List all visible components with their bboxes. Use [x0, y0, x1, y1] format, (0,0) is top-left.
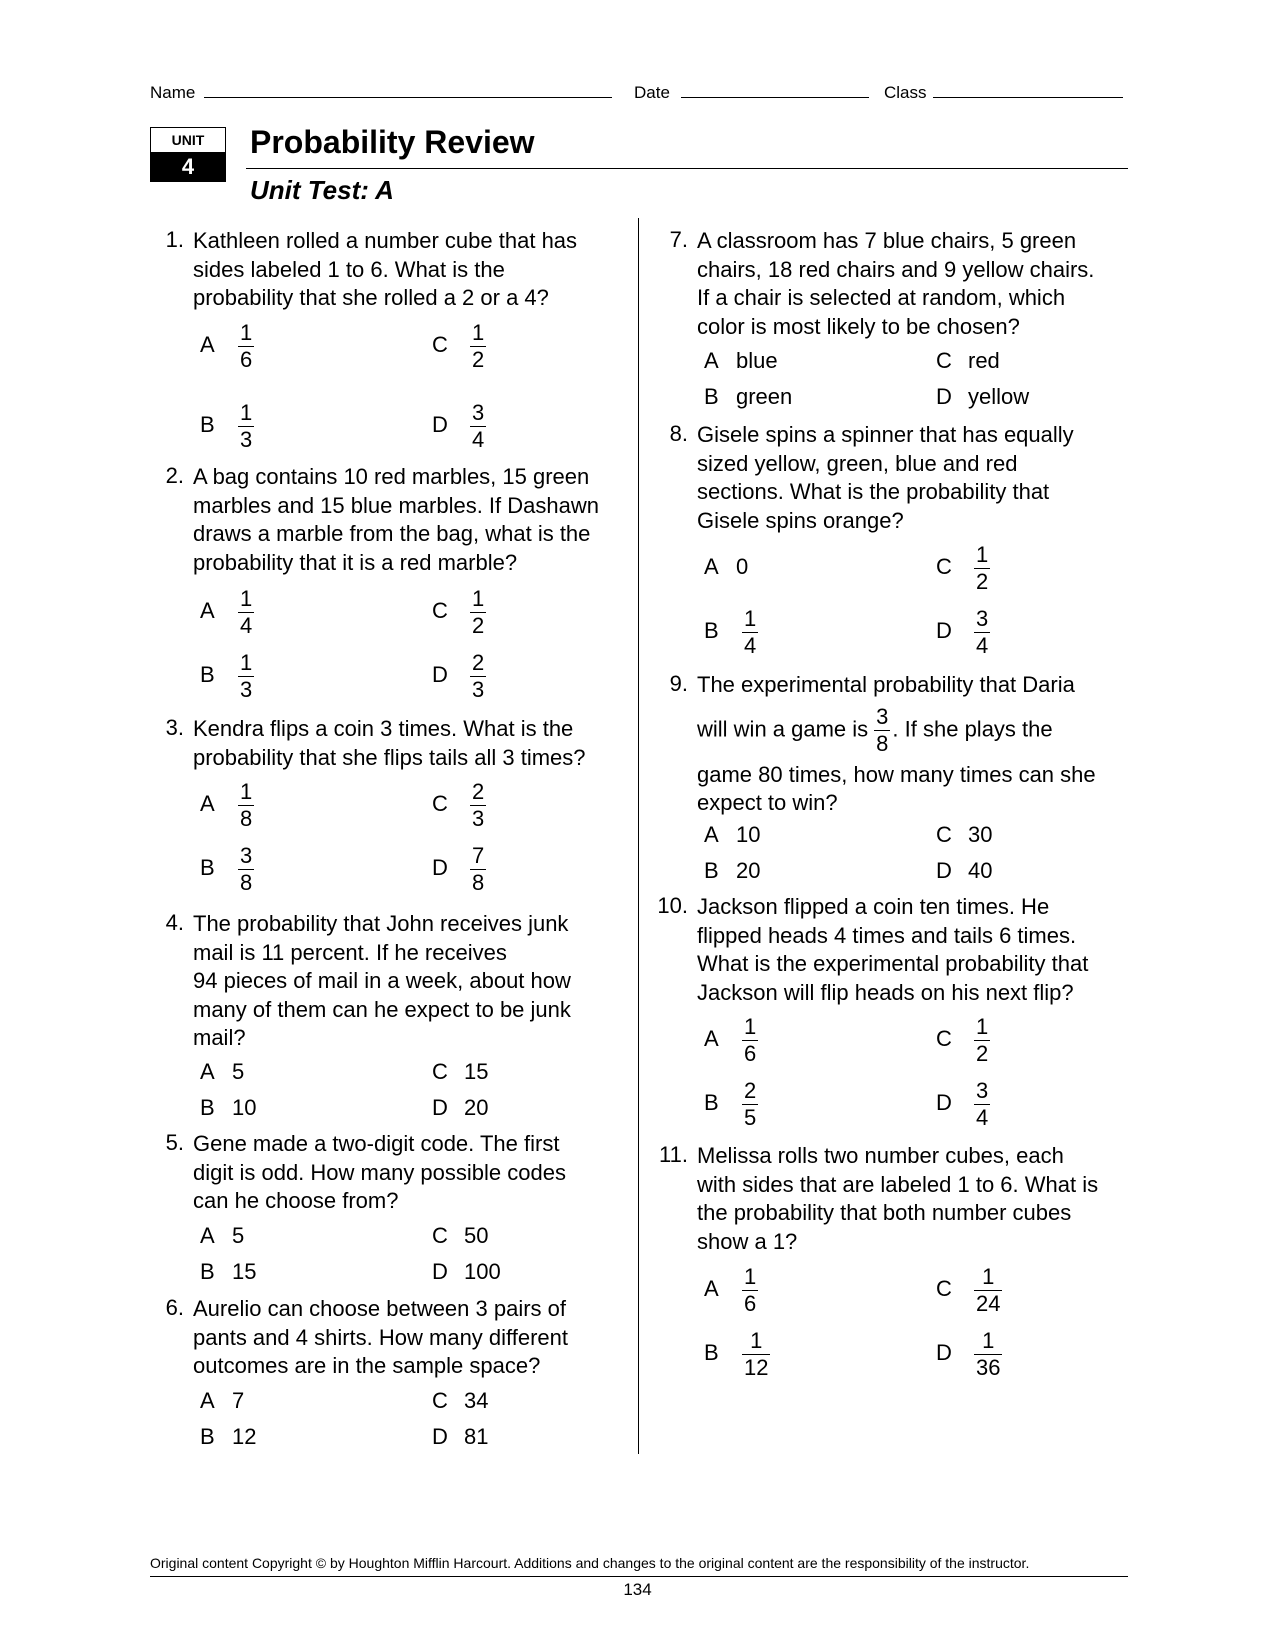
question-line: flipped heads 4 times and tails 6 times.	[697, 922, 1077, 948]
option-letter: B	[200, 1259, 215, 1284]
fraction	[974, 1080, 990, 1129]
denominator: 4	[976, 1105, 989, 1130]
option-c[interactable]	[936, 348, 1000, 374]
option-b[interactable]	[704, 608, 758, 657]
option-value: yellow	[968, 384, 1030, 409]
question-number: 9.	[669, 671, 688, 696]
question-line: mail?	[193, 1025, 246, 1050]
fraction	[742, 1330, 770, 1379]
question-line: Jackson flipped a coin ten times. He	[697, 894, 1050, 919]
option-letter: C	[936, 822, 952, 847]
question-text	[697, 893, 1088, 1007]
option-b[interactable]	[200, 402, 254, 451]
question-line: Jackson will flip heads on his next flip?	[697, 979, 1074, 1005]
option-letter: A	[200, 598, 215, 624]
numerator: 1	[744, 1264, 757, 1289]
option-value: 100	[464, 1259, 501, 1284]
option-letter: C	[432, 1059, 448, 1084]
option-letter: A	[704, 1026, 719, 1052]
fraction	[974, 1330, 1002, 1379]
title-rule	[246, 168, 1128, 169]
option-letter: A	[200, 1059, 215, 1084]
denominator: 8	[240, 870, 253, 895]
option-letter: B	[704, 1340, 719, 1366]
denominator: 8	[240, 806, 253, 831]
option-c[interactable]	[936, 1016, 990, 1065]
question-line: A bag contains 10 red marbles, 15 green	[193, 464, 590, 489]
numerator: 1	[742, 1330, 770, 1355]
option-b[interactable]	[704, 858, 760, 884]
question-text-span: . If she plays the	[892, 715, 1053, 741]
option-a[interactable]	[704, 822, 760, 848]
option-value: 20	[464, 1095, 489, 1120]
question-line: If a chair is selected at random, which	[697, 285, 1066, 310]
option-letter: A	[704, 822, 719, 847]
question-line: Kathleen rolled a number cube that has	[193, 228, 578, 253]
option-d[interactable]	[936, 1330, 1002, 1379]
fraction	[238, 402, 254, 451]
question-text	[193, 715, 586, 772]
option-letter: C	[936, 348, 952, 373]
option-d[interactable]	[432, 845, 486, 894]
option-b[interactable]	[200, 652, 254, 701]
option-letter: C	[432, 1223, 448, 1248]
option-letter: C	[936, 1026, 952, 1052]
question-line: with sides that are labeled 1 to 6. What is	[697, 1171, 1099, 1197]
question-line: The probability that John receives junk	[193, 911, 569, 936]
option-letter: C	[936, 554, 952, 580]
option-c[interactable]	[432, 781, 486, 830]
date-field[interactable]	[634, 81, 869, 103]
question-line: the probability that both number cubes	[697, 1200, 1072, 1225]
fraction	[974, 1016, 990, 1065]
numerator: 3	[876, 703, 889, 729]
option-value: 81	[464, 1424, 489, 1449]
option-d[interactable]	[936, 384, 1029, 410]
denominator: 2	[976, 1041, 989, 1066]
option-letter: B	[704, 1090, 719, 1116]
option-value: 40	[968, 858, 993, 883]
option-d[interactable]	[936, 1080, 990, 1129]
page-number: 134	[623, 1580, 652, 1599]
denominator: 8	[876, 730, 889, 756]
option-value: 12	[232, 1424, 257, 1449]
denominator: 12	[744, 1355, 769, 1380]
option-b[interactable]	[704, 1330, 770, 1379]
option-letter: C	[432, 1388, 448, 1413]
option-letter: A	[704, 1276, 719, 1302]
option-a[interactable]	[704, 348, 778, 374]
option-a[interactable]	[200, 588, 254, 637]
question-number: 8.	[669, 421, 688, 446]
question-line: sized yellow, green, blue and red	[697, 450, 1018, 476]
numerator: 1	[240, 320, 253, 345]
option-value: 15	[232, 1259, 257, 1284]
option-letter: D	[432, 1259, 448, 1284]
option-letter: C	[936, 1276, 952, 1302]
option-c[interactable]	[432, 1059, 488, 1085]
option-a[interactable]	[200, 322, 254, 371]
numerator: 1	[472, 586, 485, 611]
denominator: 6	[240, 347, 253, 372]
question-line: probability that she rolled a 2 or a 4?	[193, 285, 549, 310]
question-number: 10.	[657, 893, 688, 918]
option-letter: D	[432, 412, 448, 438]
numerator: 2	[472, 650, 485, 675]
question-number: 5.	[165, 1130, 184, 1155]
option-letter: D	[936, 1340, 952, 1366]
question-line: 94 pieces of mail in a week, about how	[193, 968, 571, 993]
option-letter: D	[936, 1090, 952, 1116]
question-line: color is most likely to be chosen?	[697, 313, 1020, 339]
numerator: 1	[472, 320, 485, 345]
name-field[interactable]	[150, 81, 612, 103]
date-blank[interactable]	[681, 81, 869, 98]
numerator: 2	[744, 1078, 757, 1103]
option-value: 0	[736, 554, 749, 579]
option-c[interactable]	[936, 544, 990, 593]
question-text	[193, 910, 571, 1053]
fraction	[470, 322, 486, 371]
option-value: 50	[464, 1223, 489, 1248]
question-line: The experimental probability that Daria	[697, 672, 1075, 697]
option-d[interactable]	[432, 652, 486, 701]
option-letter: A	[200, 332, 215, 358]
option-letter: B	[200, 1095, 215, 1120]
option-letter: D	[432, 855, 448, 881]
option-value: red	[968, 348, 1000, 373]
fraction	[742, 1016, 758, 1065]
option-c[interactable]	[432, 588, 486, 637]
option-value: 20	[736, 858, 761, 883]
option-letter: B	[200, 662, 215, 688]
fraction	[742, 608, 758, 657]
numerator: 1	[240, 650, 253, 675]
option-letter: D	[432, 1424, 448, 1449]
denominator: 3	[240, 677, 253, 702]
question-text	[697, 227, 1094, 341]
denominator: 6	[744, 1291, 757, 1316]
option-letter: C	[432, 791, 448, 817]
option-letter: B	[200, 855, 215, 881]
fraction	[238, 322, 254, 371]
question-line: What is the experimental probability that	[697, 951, 1089, 976]
option-c[interactable]	[432, 322, 486, 371]
question-number: 2.	[165, 463, 184, 488]
option-letter: B	[704, 618, 719, 644]
option-letter: A	[200, 791, 215, 817]
option-letter: B	[200, 1424, 215, 1449]
option-value: 5	[232, 1223, 245, 1248]
question-line: chairs, 18 red chairs and 9 yellow chairs.	[697, 256, 1095, 282]
name-blank[interactable]	[204, 81, 612, 98]
question-line: can he choose from?	[193, 1188, 399, 1213]
fraction	[874, 703, 890, 756]
option-d[interactable]	[936, 858, 992, 884]
question-text	[193, 1295, 568, 1381]
question-number: 6.	[165, 1295, 184, 1320]
question-text	[697, 1142, 1098, 1256]
fraction	[974, 1266, 1002, 1315]
numerator: 3	[472, 400, 485, 425]
question-line: Gisele spins orange?	[697, 507, 904, 533]
denominator: 4	[472, 427, 485, 452]
question-line: digit is odd. How many possible codes	[193, 1159, 566, 1185]
option-a[interactable]	[704, 1016, 758, 1065]
option-d[interactable]	[432, 1095, 488, 1121]
denominator: 24	[976, 1291, 1001, 1316]
page-subtitle: Unit Test: A	[250, 175, 394, 205]
numerator: 2	[472, 779, 485, 804]
denominator: 5	[744, 1105, 757, 1130]
denominator: 4	[976, 633, 989, 658]
option-letter: B	[200, 412, 215, 438]
numerator: 1	[240, 586, 253, 611]
numerator: 3	[240, 843, 253, 868]
option-d[interactable]	[936, 608, 990, 657]
option-a[interactable]	[200, 1059, 244, 1085]
question-line: outcomes are in the sample space?	[193, 1353, 541, 1378]
question-line: many of them can he expect to be junk	[193, 996, 571, 1022]
numerator: 1	[744, 606, 757, 631]
option-value: 10	[736, 822, 761, 847]
fraction	[470, 652, 486, 701]
fraction	[742, 1266, 758, 1315]
option-value: 34	[464, 1388, 489, 1413]
option-c[interactable]	[432, 1388, 488, 1414]
numerator: 1	[240, 779, 253, 804]
option-value: 15	[464, 1059, 489, 1084]
unit-badge-number: 4	[151, 152, 225, 181]
numerator: 3	[976, 606, 989, 631]
fraction	[470, 402, 486, 451]
question-number: 7.	[669, 227, 688, 252]
question-text	[697, 421, 1074, 535]
question-line: Gene made a two-digit code. The first	[193, 1131, 560, 1156]
option-letter: C	[432, 598, 448, 624]
option-value: 5	[232, 1059, 245, 1084]
numerator: 1	[976, 542, 989, 567]
copyright-notice: Original content Copyright © by Houghton Mifflin Harcourt. Additions and changes to the original content are the responsibility of the instructor.	[150, 1555, 1030, 1571]
denominator: 2	[976, 569, 989, 594]
option-b[interactable]	[200, 1424, 256, 1450]
option-b[interactable]	[704, 1080, 758, 1129]
option-a[interactable]	[200, 781, 254, 830]
question-text	[193, 463, 599, 577]
denominator: 6	[744, 1041, 757, 1066]
question-line: mail is 11 percent. If he receives	[193, 939, 507, 965]
option-value: 10	[232, 1095, 257, 1120]
fraction	[974, 544, 990, 593]
question-line: show a 1?	[697, 1228, 798, 1254]
question-number: 3.	[165, 715, 184, 740]
unit-badge	[150, 127, 226, 182]
denominator: 36	[976, 1355, 1001, 1380]
question-line: expect to win?	[697, 790, 838, 815]
date-label: Date	[634, 83, 670, 102]
denominator: 8	[472, 870, 485, 895]
denominator: 4	[240, 613, 253, 638]
question-line: A classroom has 7 blue chairs, 5 green	[697, 228, 1077, 253]
fraction	[238, 781, 254, 830]
numerator: 1	[974, 1330, 1002, 1355]
question-line: sections. What is the probability that	[697, 479, 1050, 504]
question-line: Gisele spins a spinner that has equally	[697, 422, 1074, 447]
option-value: 7	[232, 1388, 245, 1413]
numerator: 1	[744, 1014, 757, 1039]
question-text	[697, 671, 1096, 818]
option-value: 30	[968, 822, 993, 847]
question-number: 1.	[165, 227, 184, 252]
option-letter: C	[432, 332, 448, 358]
column-divider	[638, 218, 639, 1454]
question-number: 4.	[165, 910, 184, 935]
question-line: Kendra flips a coin 3 times. What is the	[193, 716, 574, 741]
fraction	[238, 845, 254, 894]
option-b[interactable]	[200, 845, 254, 894]
denominator: 2	[472, 347, 485, 372]
fraction	[470, 845, 486, 894]
option-letter: B	[704, 384, 719, 409]
question-line: sides labeled 1 to 6. What is the	[193, 256, 505, 282]
question-line: probability that she flips tails all 3 times?	[193, 744, 586, 770]
question-text-span: will win a game is	[697, 715, 869, 741]
denominator: 4	[744, 633, 757, 658]
option-letter: D	[432, 662, 448, 688]
option-a[interactable]	[200, 1223, 244, 1249]
option-value: blue	[736, 348, 778, 373]
option-a[interactable]	[704, 1266, 758, 1315]
option-letter: B	[704, 858, 719, 883]
class-blank[interactable]	[933, 81, 1123, 98]
name-label: Name	[150, 83, 196, 102]
fraction	[742, 1080, 758, 1129]
footer-rule	[150, 1576, 1128, 1577]
option-d[interactable]	[432, 1424, 488, 1450]
option-letter: A	[200, 1223, 215, 1248]
fraction	[470, 588, 486, 637]
denominator: 3	[240, 427, 253, 452]
option-a[interactable]	[200, 1388, 244, 1414]
numerator: 1	[974, 1266, 1002, 1291]
option-b[interactable]	[200, 1095, 256, 1121]
option-c[interactable]	[936, 1266, 1002, 1315]
option-d[interactable]	[432, 402, 486, 451]
class-field[interactable]	[884, 81, 1123, 103]
option-c[interactable]	[432, 1223, 488, 1249]
question-text	[193, 227, 577, 313]
question-line: game 80 times, how many times can she	[697, 761, 1096, 787]
question-line: probability that it is a red marble?	[193, 549, 518, 575]
numerator: 7	[472, 843, 485, 868]
option-b[interactable]	[200, 1259, 256, 1285]
option-c[interactable]	[936, 822, 992, 848]
option-letter: A	[704, 554, 719, 579]
question-line: Aurelio can choose between 3 pairs of	[193, 1296, 567, 1321]
numerator: 3	[976, 1078, 989, 1103]
fraction	[238, 652, 254, 701]
fraction	[470, 781, 486, 830]
question-line: draws a marble from the bag, what is the	[193, 521, 591, 546]
option-letter: A	[704, 348, 719, 373]
fraction	[238, 588, 254, 637]
numerator: 1	[976, 1014, 989, 1039]
class-label: Class	[884, 83, 927, 102]
denominator: 2	[472, 613, 485, 638]
page-title: Probability Review	[250, 124, 535, 160]
option-b[interactable]	[704, 384, 792, 410]
option-value: green	[736, 384, 793, 409]
option-a[interactable]	[704, 554, 748, 580]
question-text	[193, 1130, 566, 1216]
numerator: 1	[240, 400, 253, 425]
option-letter: D	[432, 1095, 448, 1120]
option-letter: D	[936, 384, 952, 409]
question-line: pants and 4 shirts. How many different	[193, 1324, 569, 1350]
denominator: 3	[472, 677, 485, 702]
question-line: Melissa rolls two number cubes, each	[697, 1143, 1064, 1168]
option-d[interactable]	[432, 1259, 501, 1285]
fraction	[974, 608, 990, 657]
option-letter: A	[200, 1388, 215, 1413]
unit-badge-label: UNIT	[151, 128, 225, 152]
question-number: 11.	[659, 1142, 688, 1167]
option-letter: D	[936, 858, 952, 883]
question-line	[697, 703, 1096, 756]
question-line: marbles and 15 blue marbles. If Dashawn	[193, 492, 599, 518]
option-letter: D	[936, 618, 952, 644]
denominator: 3	[472, 806, 485, 831]
